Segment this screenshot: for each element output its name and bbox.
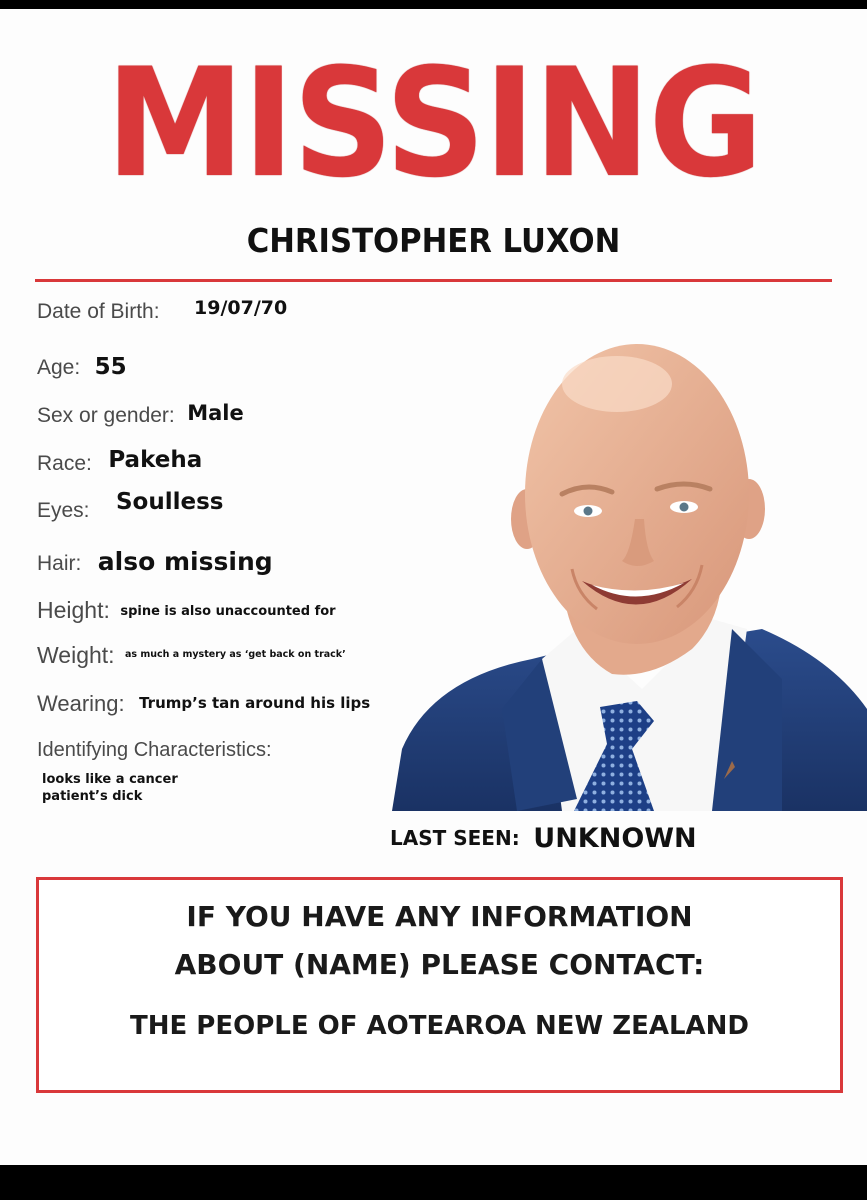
height-value: spine is also unaccounted for xyxy=(120,604,336,619)
contact-line-3: THE PEOPLE OF AOTEAROA NEW ZEALAND xyxy=(129,1011,750,1041)
detail-eyes xyxy=(37,489,224,523)
wearing-value: Trump’s tan around his lips xyxy=(139,694,371,712)
height-label: Height: xyxy=(37,597,110,623)
bottom-bar xyxy=(0,1165,867,1200)
sex-value: Male xyxy=(187,401,244,425)
identifying-label: Identifying Characteristics: xyxy=(37,739,272,761)
eyes-value: Soulless xyxy=(115,489,224,515)
age-label: Age: xyxy=(37,356,81,379)
eyes-label: Eyes: xyxy=(37,499,90,522)
contact-line-2: ABOUT (NAME) PLEASE CONTACT: xyxy=(174,948,705,981)
identifying-line-2: patient’s dick xyxy=(42,789,143,804)
detail-wearing xyxy=(37,691,370,717)
hair-value: also missing xyxy=(97,547,273,576)
subject-name: CHRISTOPHER LUXON xyxy=(246,221,621,260)
race-label: Race: xyxy=(37,452,92,475)
contact-box xyxy=(36,877,843,1093)
detail-age xyxy=(37,354,127,380)
detail-race xyxy=(37,447,203,476)
age-value: 55 xyxy=(94,354,127,380)
detail-dob xyxy=(37,297,288,324)
contact-line-1: IF YOU HAVE ANY INFORMATION xyxy=(186,900,693,933)
weight-value: as much a mystery as ‘get back on track’ xyxy=(125,649,346,660)
detail-hair xyxy=(37,547,273,576)
dob-label: Date of Birth: xyxy=(37,300,160,323)
hair-label: Hair: xyxy=(37,552,82,575)
last-seen-label: LAST SEEN: xyxy=(390,826,520,850)
last-seen xyxy=(390,821,697,852)
weight-label: Weight: xyxy=(37,642,115,668)
race-value: Pakeha xyxy=(108,447,203,473)
detail-weight xyxy=(37,642,346,669)
divider-line xyxy=(35,279,832,282)
wearing-label: Wearing: xyxy=(37,691,125,716)
detail-sex xyxy=(37,403,244,428)
dob-value: 19/07/70 xyxy=(194,297,288,319)
sex-label: Sex or gender: xyxy=(37,404,175,427)
subject-photo xyxy=(392,329,867,811)
detail-identifying xyxy=(37,739,272,762)
identifying-line-1: looks like a cancer xyxy=(42,772,178,787)
detail-height xyxy=(37,597,336,624)
identifying-value xyxy=(42,771,178,805)
last-seen-value: UNKNOWN xyxy=(533,823,697,854)
poster-title: MISSING xyxy=(105,37,762,211)
portrait-illustration xyxy=(392,329,867,811)
missing-poster xyxy=(0,9,867,1165)
